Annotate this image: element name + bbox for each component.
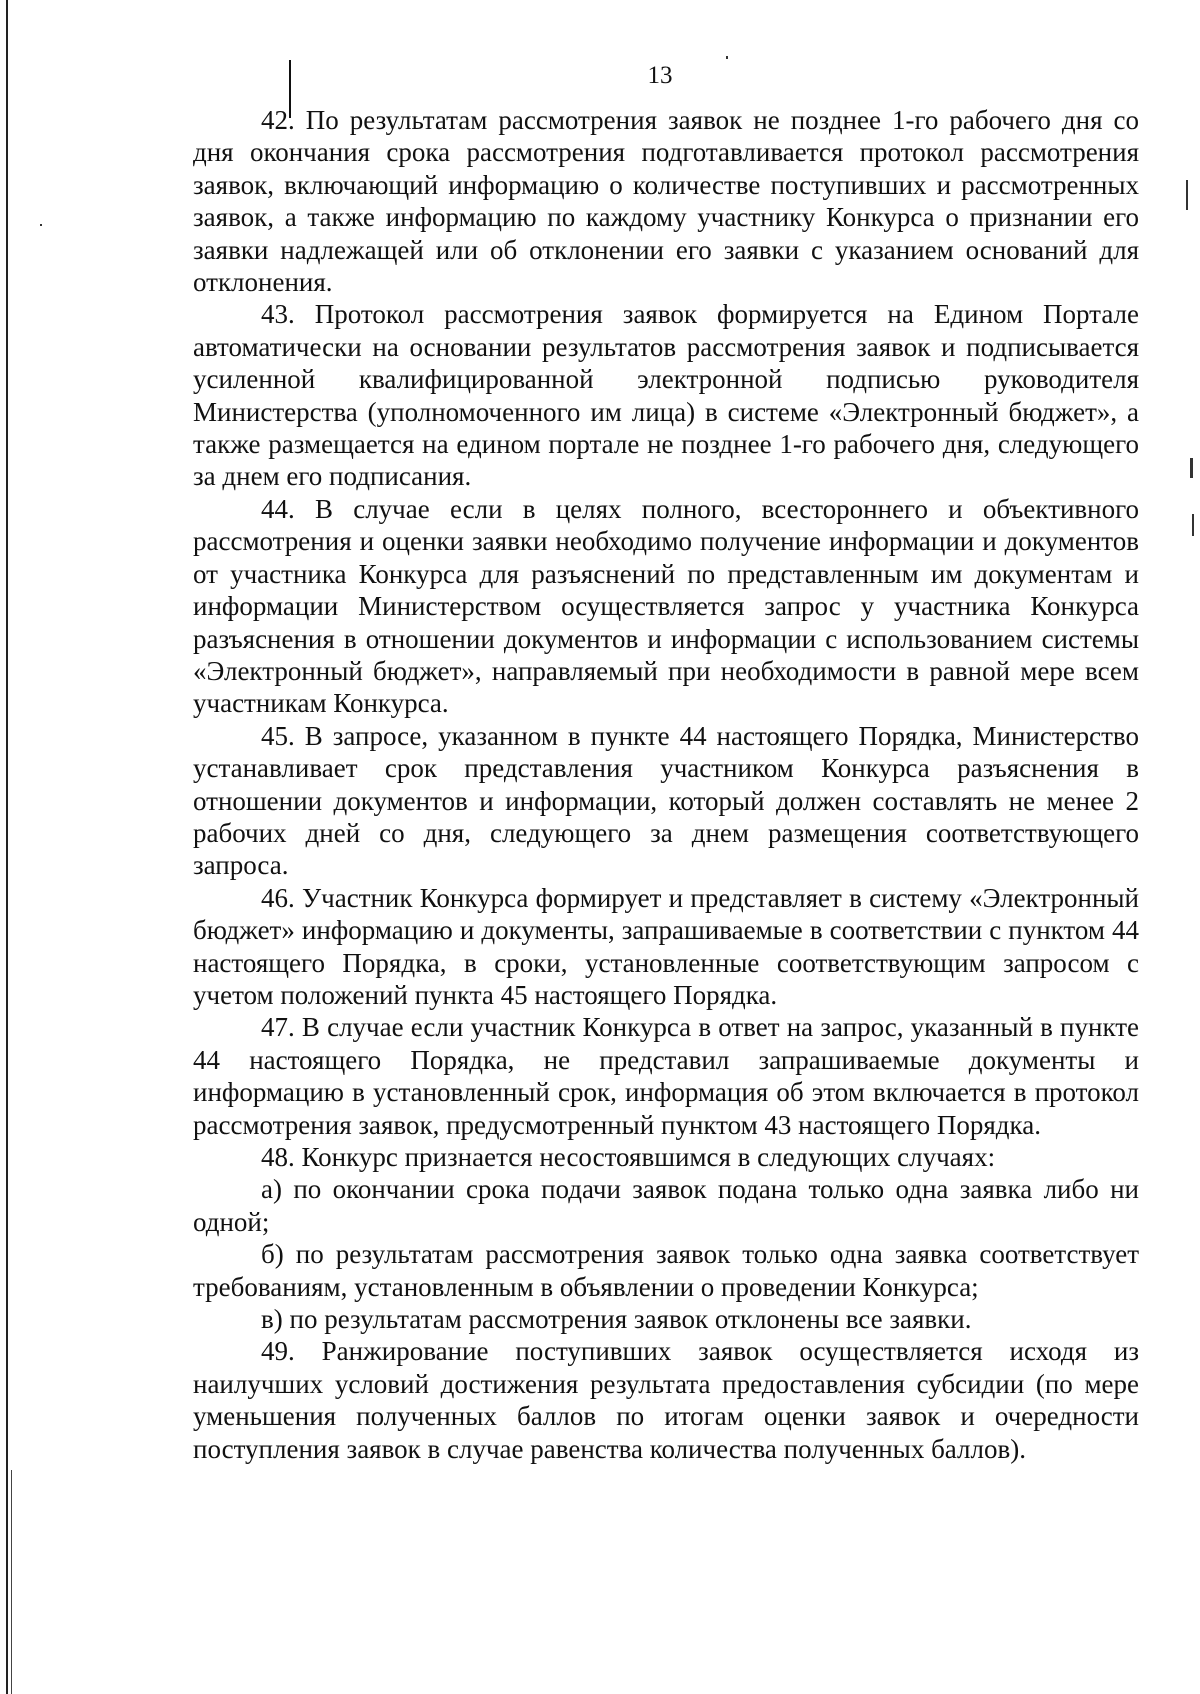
paragraph-48-b: б) по результатам рассмотрения заявок только одна заявка соответствует требованиям, установленным в объявлении о проведении Конкурса; xyxy=(193,1239,1139,1302)
page-number: 13 xyxy=(647,62,673,89)
paragraph-47: 47. В случае если участник Конкурса в ответ на запрос, указанный в пункте 44 настоящего Порядка, не представил запрашиваемые документы и информацию в установленный срок, информация об этом включается в протокол рассмотрения заявок, предусмотренный пунктом 43 настоящего Порядка. xyxy=(193,1012,1139,1140)
scan-speck xyxy=(1190,458,1193,478)
paragraph-42: 42. По результатам рассмотрения заявок не позднее 1-го рабочего дня со дня окончания срока рассмотрения подготавливается протокол рассмотрения заявок, включающий информацию о количестве поступивших и рассмотренных заявок, а также информацию по каждому участнику Конкурса о признании его заявки надлежащей или об отклонении его заявки с указанием оснований для отклонения. xyxy=(193,105,1139,298)
scan-speck xyxy=(726,56,728,59)
paragraph-46: 46. Участник Конкурса формирует и представляет в систему «Электронный бюджет» информацию и документы, запрашиваемые в соответствии с пунктом 44 настоящего Порядка, в сроки, установленные соответствующим запросом с учетом положений пункта 45 настоящего Порядка. xyxy=(193,882,1139,1010)
scan-edge-line-secondary xyxy=(11,1470,12,1694)
document-body xyxy=(193,104,1139,1465)
paragraph-49: 49. Ранжирование поступивших заявок осуществляется исходя из наилучших условий достижения результата предоставления субсидии (по мере уменьшения полученных баллов по итогам оценки заявок и очередности поступления заявок в случае равенства количества полученных баллов). xyxy=(193,1336,1139,1464)
scan-speck xyxy=(40,224,42,226)
scan-edge-line xyxy=(6,0,8,1694)
paragraph-44: 44. В случае если в целях полного, всестороннего и объективного рассмотрения и оценки заявки необходимо получение информации и документов от участника Конкурса для разъяснений по представленным им документам и информации Министерством осуществляется запрос у участника Конкурса разъяснения в отношении документов и информации с использованием системы «Электронный бюджет», направляемый при необходимости в равной мере всем участникам Конкурса. xyxy=(193,493,1139,719)
paragraph-45: 45. В запросе, указанном в пункте 44 настоящего Порядка, Министерство устанавливает срок представления участником Конкурса разъяснения в отношении документов и информации, который должен составлять не менее 2 рабочих дней со дня, следующего за днем размещения соответствующего запроса. xyxy=(193,720,1139,881)
paragraph-48-v: в) по результатам рассмотрения заявок отклонены все заявки. xyxy=(261,1304,972,1335)
paragraph-48: 48. Конкурс признается несостоявшимся в следующих случаях: xyxy=(261,1142,996,1172)
paragraph-43: 43. Протокол рассмотрения заявок формируется на Едином Портале автоматически на основании результатов рассмотрения заявок и подписывается усиленной квалифицированной электронной подписью руководителя Министерства (уполномоченного им лица) в системе «Электронный бюджет», а также размещается на едином портале не позднее 1-го рабочего дня, следующего за днем его подписания. xyxy=(193,299,1139,492)
scan-speck xyxy=(1186,180,1188,210)
paragraph-48-a: а) по окончании срока подачи заявок подана только одна заявка либо ни одной; xyxy=(193,1174,1139,1237)
scan-speck xyxy=(1192,514,1194,536)
